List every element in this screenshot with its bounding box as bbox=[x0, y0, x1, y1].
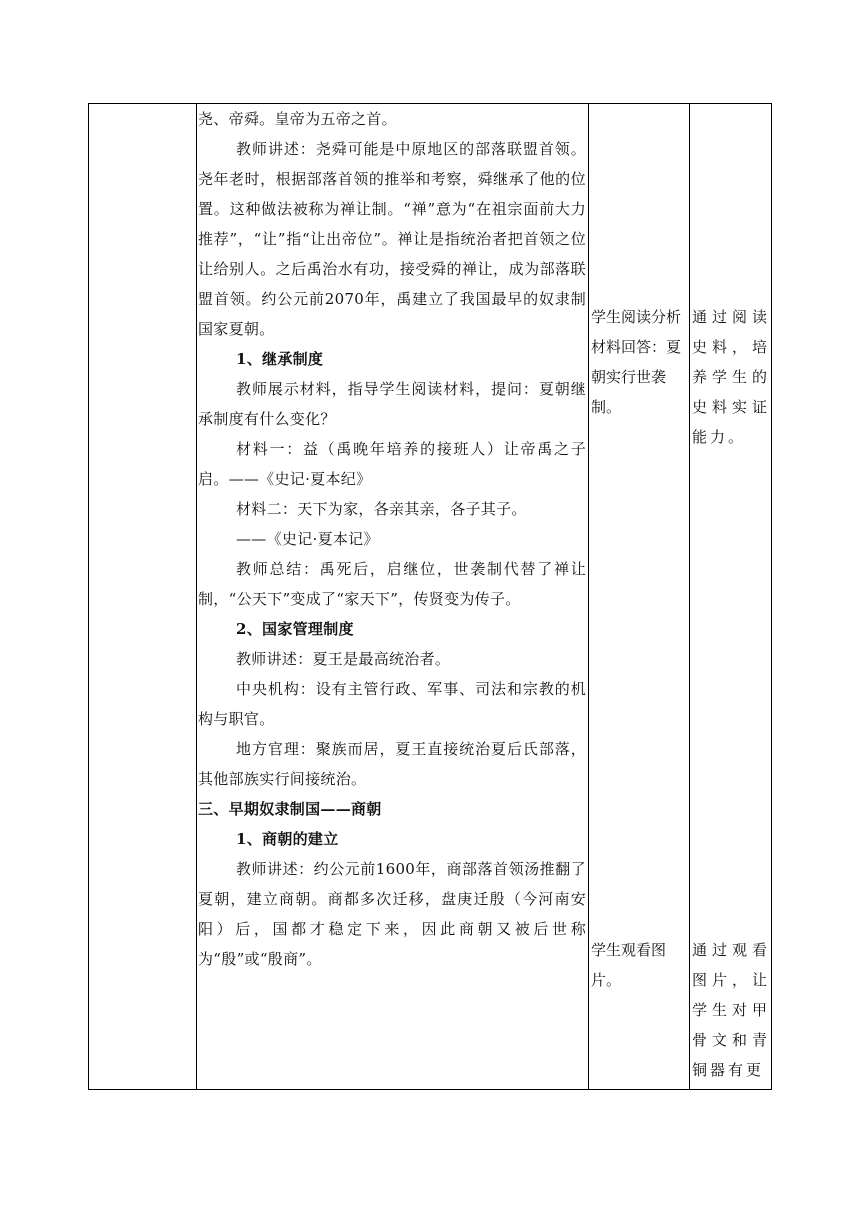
student-activity-text: 学生阅读分析材料回答：夏朝实行世袭制。 bbox=[591, 308, 682, 416]
content-paragraph: 教师总结：禹死后，启继位，世袭制代替了禅让制，“公天下”变成了“家天下”，传贤变为传子。 bbox=[198, 560, 586, 608]
design-intent-text: 通过观看图片，让学生对甲骨文和青铜器有更 bbox=[692, 941, 770, 1079]
content-paragraph: ——《史记·夏本记》 bbox=[236, 530, 379, 548]
section-heading: 1、商朝的建立 bbox=[236, 830, 339, 848]
design-intent-cell bbox=[692, 302, 770, 452]
table-right-border bbox=[771, 103, 772, 1090]
teaching-process-cell bbox=[198, 104, 586, 974]
column-divider-1 bbox=[196, 103, 197, 1090]
section-heading: 1、继承制度 bbox=[236, 350, 324, 368]
content-paragraph: 中央机构：设有主管行政、军事、司法和宗教的机构与职官。 bbox=[198, 680, 586, 728]
student-activity-cell bbox=[591, 935, 687, 995]
content-paragraph: 教师讲述：约公元前1600年，商部落首领汤推翻了夏朝，建立商朝。商都多次迁移，盘庚迁殷（今河南安阳）后，国都才稳定下来，因此商朝又被后世称为“殷”或“殷商”。 bbox=[198, 860, 586, 968]
column-divider-2 bbox=[588, 103, 589, 1090]
content-paragraph: 教师展示材料，指导学生阅读材料，提问：夏朝继承制度有什么变化？ bbox=[198, 380, 586, 428]
chapter-heading: 三、早期奴隶制国——商朝 bbox=[198, 800, 382, 818]
design-intent-text: 通过阅读史料，培养学生的史料实证能力。 bbox=[692, 308, 770, 446]
content-paragraph: 教师讲述：夏王是最高统治者。 bbox=[236, 650, 451, 668]
content-paragraph: 材料一：益（禹晚年培养的接班人）让帝禹之子启。——《史记·夏本纪》 bbox=[198, 440, 586, 488]
design-intent-cell bbox=[692, 935, 770, 1085]
student-activity-text: 学生观看图片。 bbox=[591, 941, 667, 989]
section-heading: 2、国家管理制度 bbox=[236, 620, 354, 638]
content-paragraph: 尧、帝舜。皇帝为五帝之首。 bbox=[198, 110, 397, 128]
table-left-border bbox=[88, 103, 89, 1090]
column-divider-3 bbox=[689, 103, 690, 1090]
content-paragraph: 教师讲述：尧舜可能是中原地区的部落联盟首领。尧年老时，根据部落首领的推举和考察，舜继承了他的位置。这种做法被称为禅让制。“禅”意为“在祖宗面前大力推荐”，“让”指“让出帝位”。禅让是指统治者把首领之位让给别人。之后禹治水有功，接受舜的禅让，成为部落联盟首领。约公元前2070年，禹建立了我国最早的奴隶制国家夏朝。 bbox=[198, 140, 586, 338]
content-paragraph: 材料二：天下为家，各亲其亲，各子其子。 bbox=[236, 500, 527, 518]
content-paragraph: 地方官理：聚族而居，夏王直接统治夏后氏部落，其他部族实行间接统治。 bbox=[198, 740, 586, 788]
table-bottom-border bbox=[88, 1089, 771, 1090]
student-activity-cell bbox=[591, 302, 687, 422]
